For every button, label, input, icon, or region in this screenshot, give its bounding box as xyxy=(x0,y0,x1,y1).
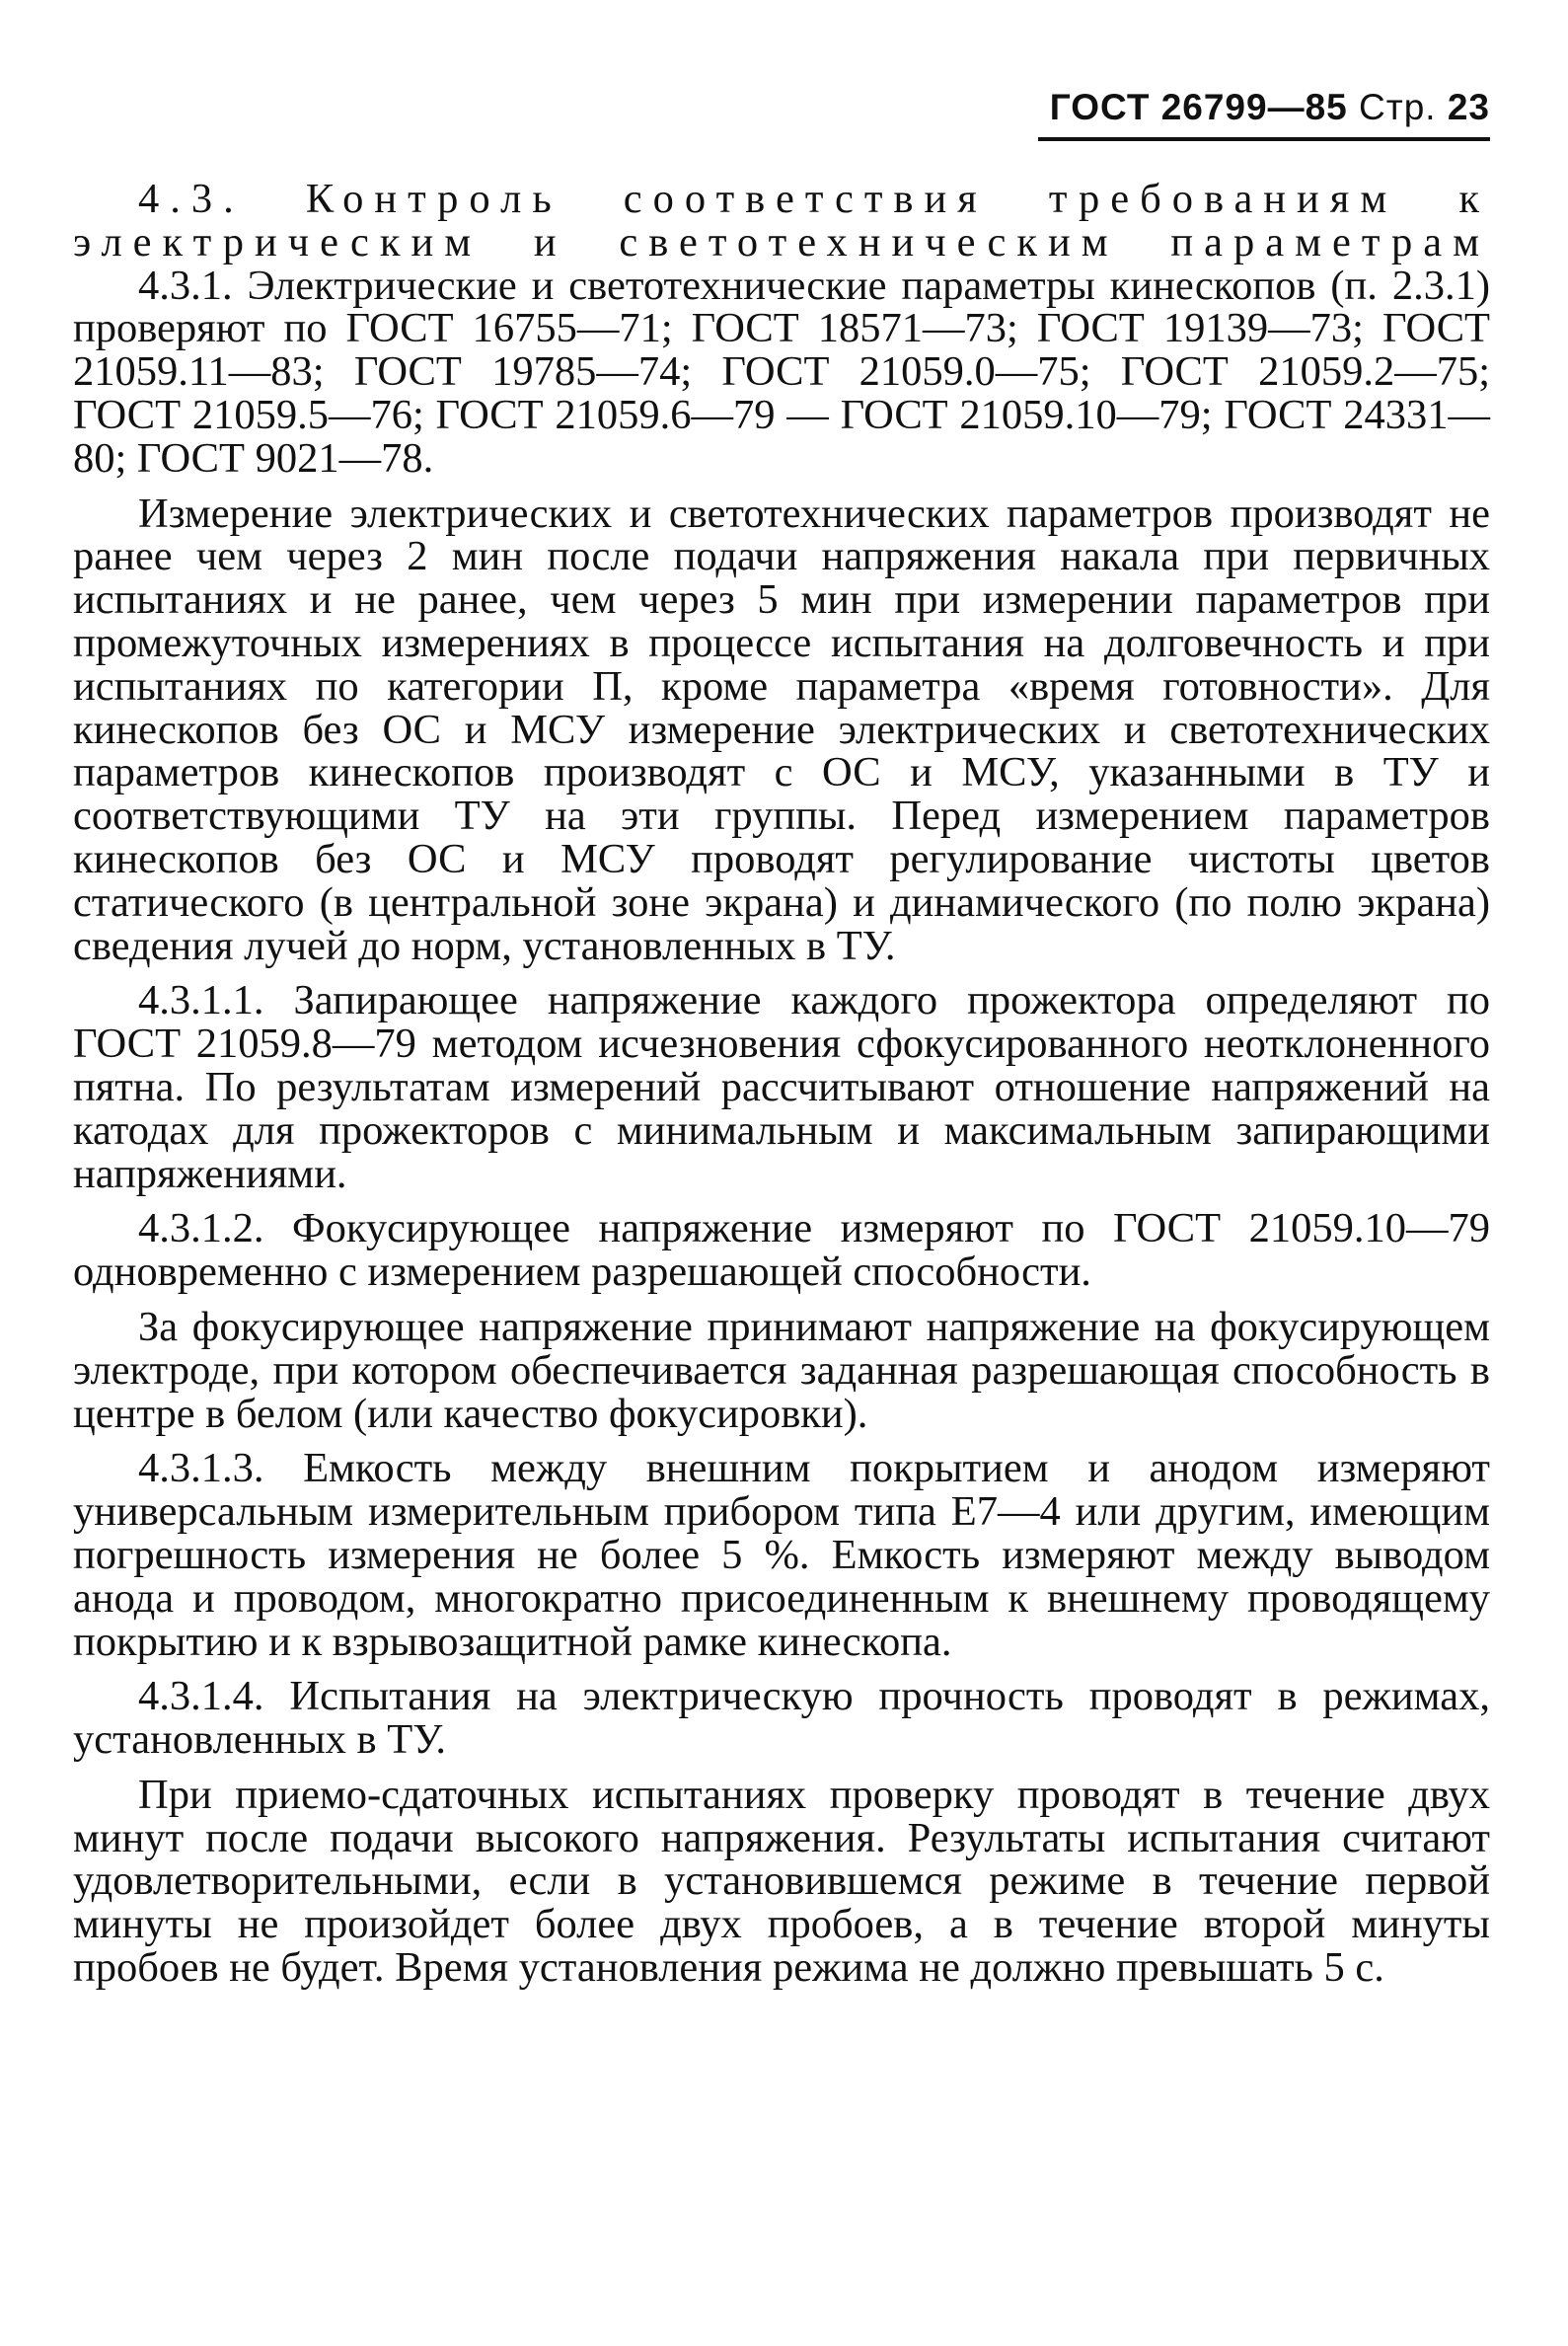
paragraph-4-3-1-1: 4.3.1.1. Запирающее напряжение каждого прожектора определяют по ГОСТ 21059.8—79 методом исчезновения сфокусированного неотклоненного пятна. По результатам измерений рассчитывают отношение напряжений на катодах для прожекторов с минимальным и максимальным запирающими напряжениями. xyxy=(73,977,1490,1197)
paragraph-4-3-1-3: 4.3.1.3. Емкость между внешним покрытием и анодом измеряют универсальным измерительным прибором типа Е7—4 или другим, имеющим погрешность измерения не более 5 %. Емкость измеряют между выводом анода и проводом, многократно присоединенным к внешнему проводящему покрытию и к взрывозащитной рамке кинескопа. xyxy=(73,1445,1490,1665)
paragraph-measurement-timing: Измерение электрических и светотехнических параметров производят не ранее чем через 2 мин после подачи напряжения накала при первичных испытаниях и не ранее, чем через 5 мин при измерении параметров при промежуточных измерениях в процессе испытания на долговечность и при испытаниях по категории П, кроме параметра «время готовности». Для кинескопов без ОС и МСУ измерение электрических и светотехнических параметров кинескопов производят с ОС и МСУ, указанными в ТУ и соответствующими ТУ на эти группы. Перед измерением параметров кинескопов без ОС и МСУ проводят регулирование чистоты цветов статического (в центральной зоне экрана) и динамического (по полю экрана) сведения лучей до норм, установленных в ТУ. xyxy=(73,490,1490,969)
paragraph-4-3-1-4: 4.3.1.4. Испытания на электрическую прочность проводят в режимах, установленных в ТУ. xyxy=(73,1673,1490,1764)
paragraph-4-3-1: 4.3.1. Электрические и светотехнические параметры кинескопов (п. 2.3.1) проверяют по ГОСТ 16755—71; ГОСТ 18571—73; ГОСТ 19139—73; ГОСТ 21059.11—83; ГОСТ 19785—74; ГОСТ 21059.0—75; ГОСТ 21059.2—75; ГОСТ 21059.5—76; ГОСТ 21059.6—79 — ГОСТ 21059.10—79; ГОСТ 24331—80; ГОСТ 9021—78. xyxy=(73,262,1490,482)
paragraph-acceptance-tests: При приемо-сдаточных испытаниях проверку проводят в течение двух минут после подачи высокого напряжения. Результаты испытания считают удовлетворительными, если в установившемся режиме в течение первой минуты не произойдет более двух пробоев, а в течение второй минуты пробоев не будет. Время установления режима не должно превышать 5 с. xyxy=(73,1771,1490,1992)
page-label: Стр. xyxy=(1359,87,1437,127)
document-body xyxy=(73,178,1490,2002)
page-number: 23 xyxy=(1447,87,1490,127)
paragraph-4-3-1-2: 4.3.1.2. Фокусирующее напряжение измеряют по ГОСТ 21059.10—79 одновременно с измерением разрешающей способности. xyxy=(73,1205,1490,1296)
paragraph-focusing-voltage: За фокусирующее напряжение принимают напряжение на фокусирующем электроде, при котором обеспечивается заданная разрешающая способность в центре в белом (или качество фокусировки). xyxy=(73,1303,1490,1437)
header-rule xyxy=(1038,137,1490,141)
standard-number: ГОСТ 26799—85 xyxy=(1049,87,1348,127)
section-heading: 4.3. Контроль соответствия требованиям к электрическим и светотехническим параметрам xyxy=(73,176,1490,265)
running-header xyxy=(1026,87,1490,128)
